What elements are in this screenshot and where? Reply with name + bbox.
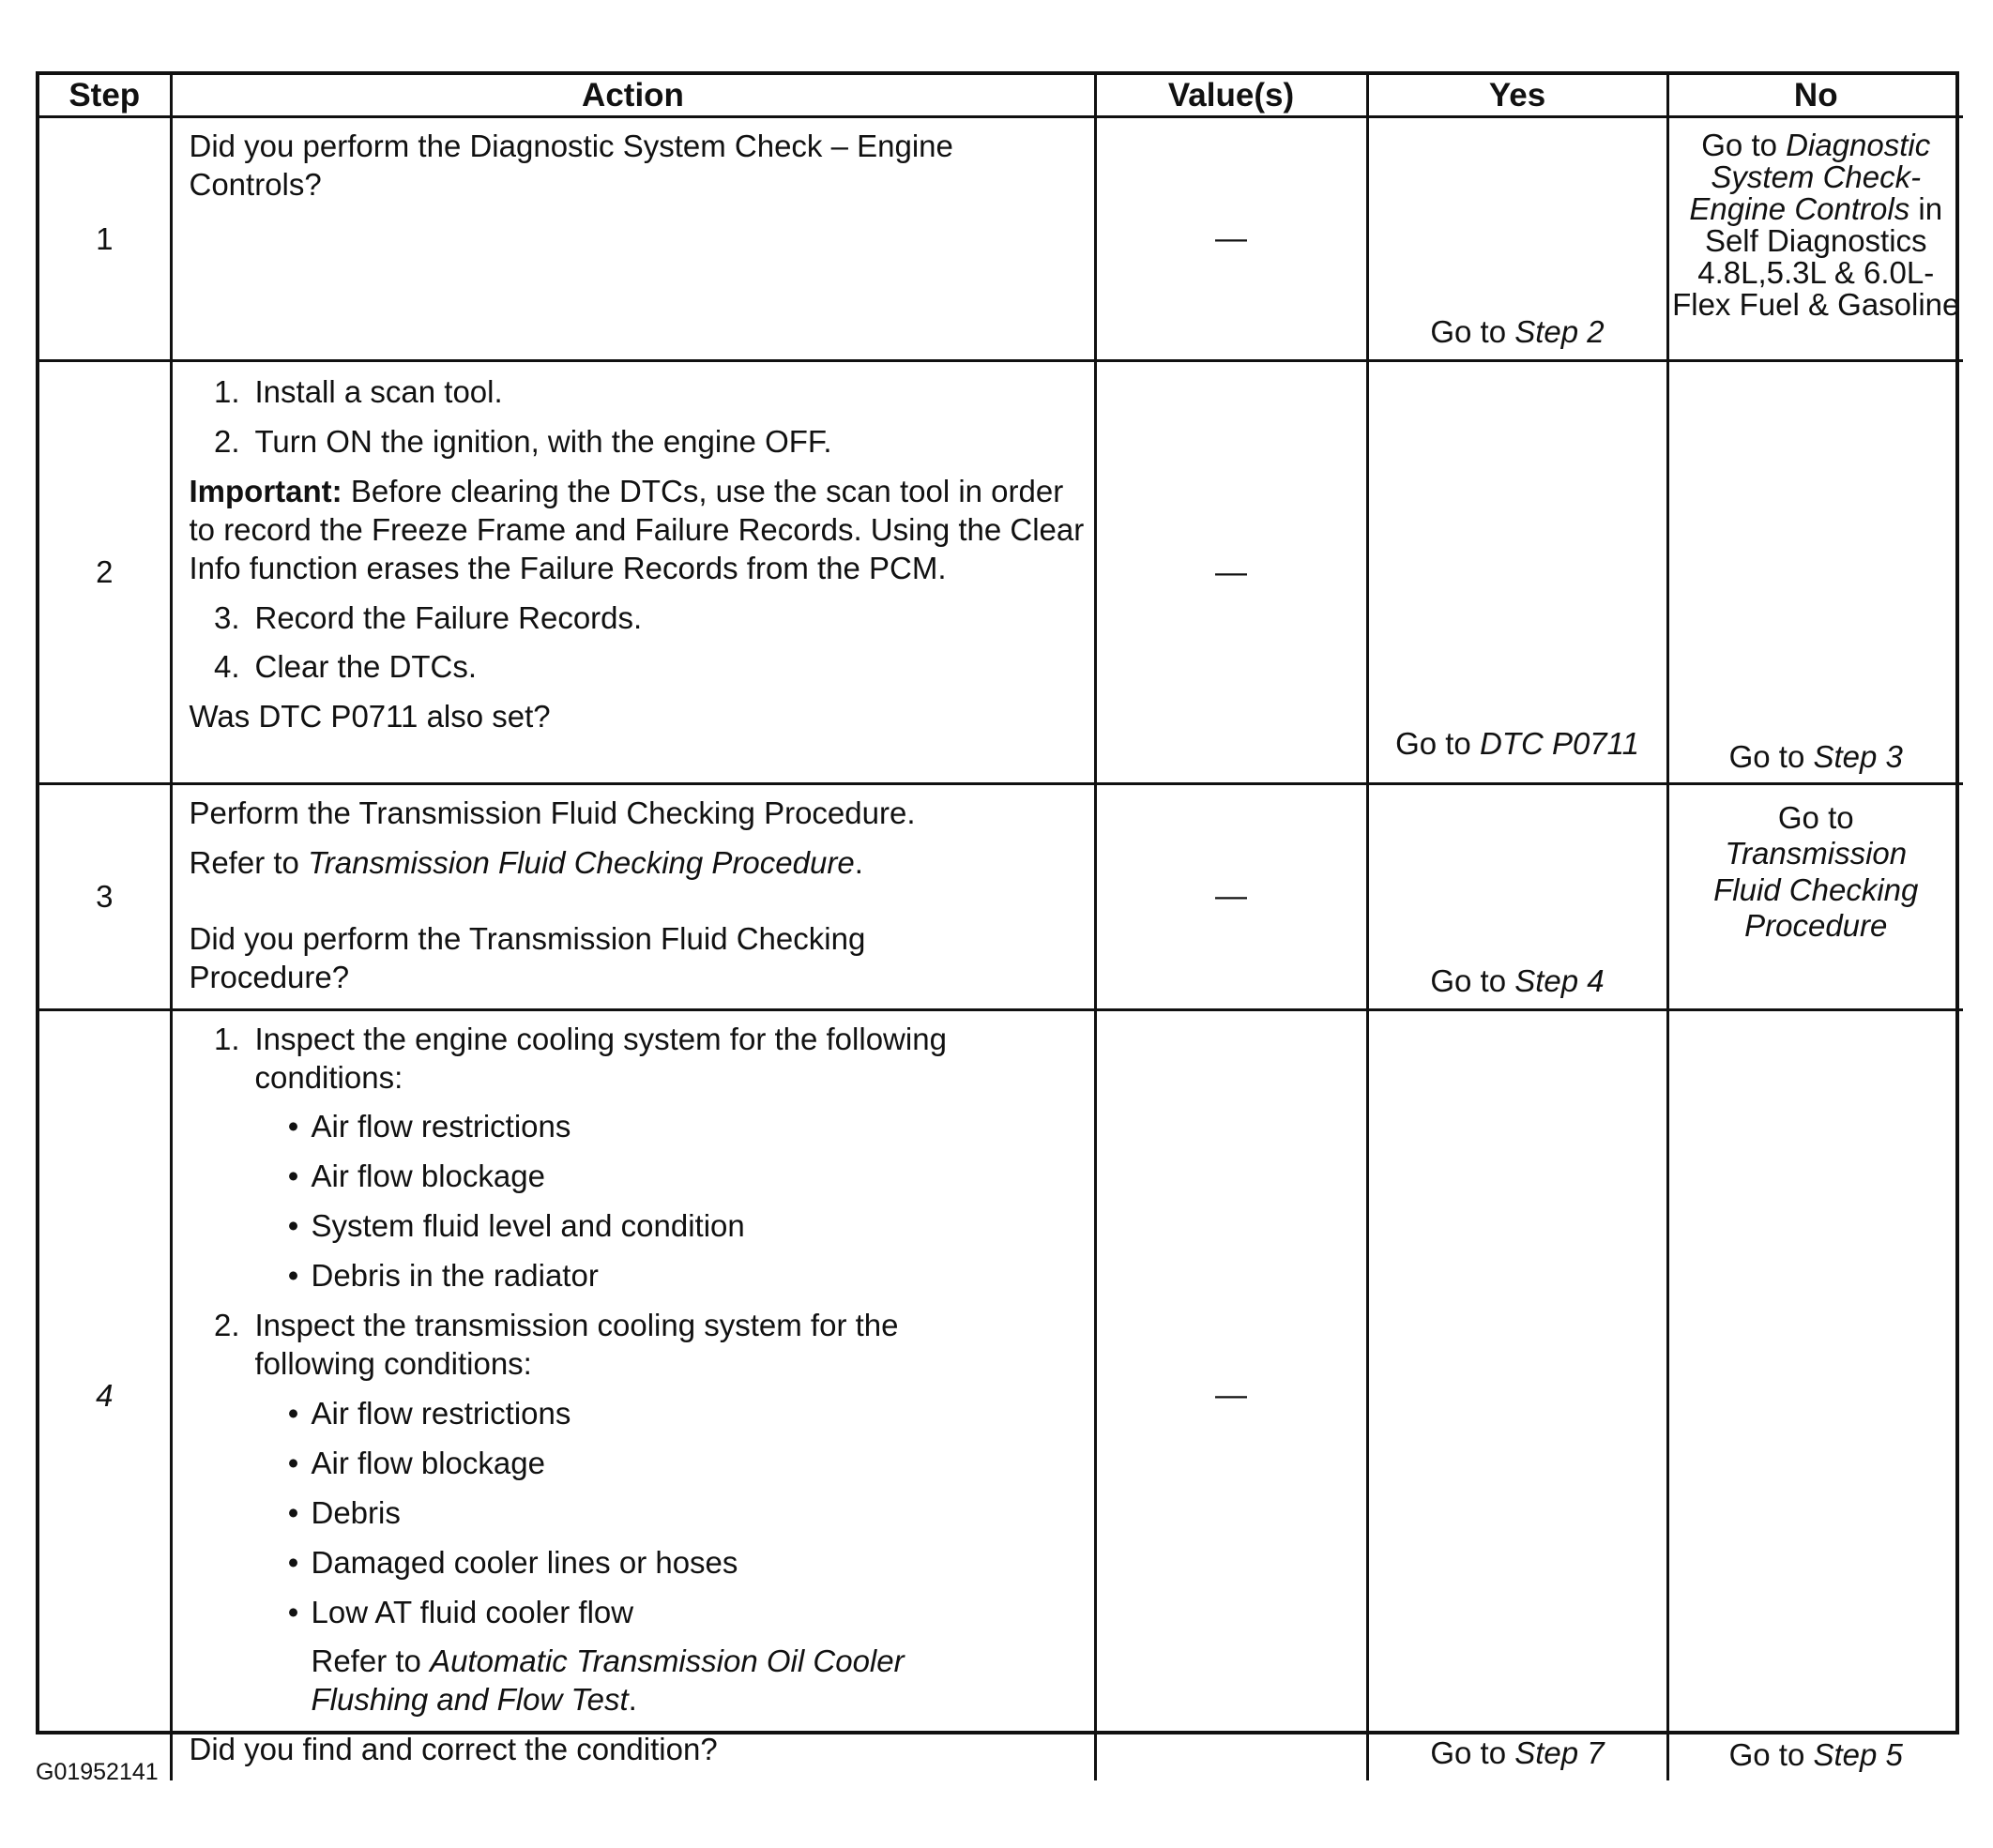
bullet-item: • Air flow restrictions [287, 1395, 571, 1431]
important-label: Important: [189, 473, 342, 508]
action-cell [171, 1009, 1095, 1780]
bullet-item: • Debris [287, 1494, 401, 1530]
action-cell [171, 784, 1095, 1010]
no-prefix: Go to [1701, 128, 1777, 162]
step-number: 3 [39, 784, 171, 1010]
no-cell [1667, 784, 1963, 1010]
list-item: 3. Record the Failure Records. [213, 599, 643, 635]
value-cell: — [1095, 784, 1367, 1010]
bullet-item: • Damaged cooler lines or hoses [287, 1544, 738, 1580]
no-prefix: Go to [1728, 1737, 1805, 1773]
yes-cell [1367, 1009, 1667, 1780]
bullet-item: • Debris in the radiator [287, 1258, 599, 1294]
step-number: 2 [39, 361, 171, 784]
refer-link[interactable]: Transmission Fluid Checking Procedure [308, 844, 855, 880]
refer-text: Refer to Automatic Transmission Oil Cooler Flushing and Flow Test. [311, 1644, 905, 1718]
list-item: 1. Inspect the engine cooling system for the following conditions: [213, 1021, 947, 1095]
bullet-item: • Air flow blockage [287, 1445, 545, 1480]
yes-cell [1367, 361, 1667, 784]
yes-prefix: Go to [1430, 962, 1507, 998]
table-row-step-1 [39, 117, 1963, 361]
no-cell [1667, 1009, 1963, 1780]
refer-text: Refer to Transmission Fluid Checking Procedure. [189, 844, 863, 880]
header-no: No [1667, 75, 1963, 117]
no-cell [1667, 117, 1963, 361]
no-link[interactable]: Step 3 [1813, 739, 1903, 775]
yes-prefix: Go to [1430, 1735, 1507, 1771]
question-text: Did you perform the Transmission Fluid Checking Procedure? [189, 920, 866, 994]
action-cell [171, 117, 1095, 361]
list-item: 4. Clear the DTCs. [213, 649, 478, 685]
important-note [190, 473, 1087, 588]
no-cell [1667, 361, 1963, 784]
action-text: Did you perform the Diagnostic System Check – Engine Controls? [189, 129, 953, 202]
no-suffix: in Self Diagnostics 4.8L,5.3L & 6.0L-Flex Fuel & Gasoline [1672, 190, 1960, 322]
header-values: Value(s) [1095, 75, 1367, 117]
step-number: 1 [39, 117, 171, 361]
bullet-item: • Low AT fluid cooler flow [287, 1594, 634, 1629]
list-item: 2. Turn ON the ignition, with the engine OFF. [213, 423, 832, 459]
action-text: Perform the Transmission Fluid Checking Procedure. [189, 795, 916, 830]
no-link[interactable]: Step 5 [1813, 1737, 1903, 1773]
yes-link[interactable]: Step 2 [1514, 314, 1605, 349]
value-cell: — [1095, 361, 1367, 784]
list-item: 2. Inspect the transmission cooling system for the following conditions: [213, 1308, 899, 1381]
no-prefix: Go to [1777, 800, 1854, 835]
yes-prefix: Go to [1430, 314, 1507, 349]
header-yes: Yes [1367, 75, 1667, 117]
header-step: Step [39, 75, 171, 117]
table-row-step-4 [39, 1009, 1963, 1780]
yes-link[interactable]: DTC P0711 [1479, 726, 1639, 761]
refer-link[interactable]: Automatic Transmission Oil Cooler Flushing and Flow Test [311, 1644, 905, 1718]
no-prefix: Go to [1728, 739, 1805, 775]
yes-link[interactable]: Step 7 [1514, 1735, 1605, 1771]
header-row [39, 75, 1963, 117]
header-action: Action [171, 75, 1095, 117]
yes-cell [1367, 117, 1667, 361]
figure-id: G01952141 [36, 1759, 159, 1785]
no-link[interactable]: Diagnostic System Check-Engine Controls [1689, 128, 1931, 226]
table-row-step-2 [39, 361, 1963, 784]
question-text: Did you find and correct the condition? [189, 1732, 718, 1767]
step-number: 4 [39, 1009, 171, 1780]
bullet-item: • Air flow blockage [287, 1159, 545, 1194]
yes-cell [1367, 784, 1667, 1010]
list-item: 1. Install a scan tool. [213, 374, 503, 409]
action-cell [171, 361, 1095, 784]
important-text: Before clearing the DTCs, use the scan tool in order to record the Freeze Frame and Failure Records. Using the Clear Info function erases the Failure Records from the PCM. [189, 473, 1085, 585]
value-cell: — [1095, 117, 1367, 361]
bullet-item: • System fluid level and condition [287, 1208, 745, 1244]
value-cell: — [1095, 1009, 1367, 1780]
yes-link[interactable]: Step 4 [1514, 962, 1605, 998]
diagnostic-table [39, 75, 1963, 1780]
yes-prefix: Go to [1395, 726, 1471, 761]
bullet-item: • Air flow restrictions [287, 1109, 571, 1144]
table-row-step-3 [39, 784, 1963, 1010]
no-link[interactable]: Transmission Fluid Checking Procedure [1713, 836, 1919, 943]
question-text: Was DTC P0711 also set? [189, 699, 551, 735]
